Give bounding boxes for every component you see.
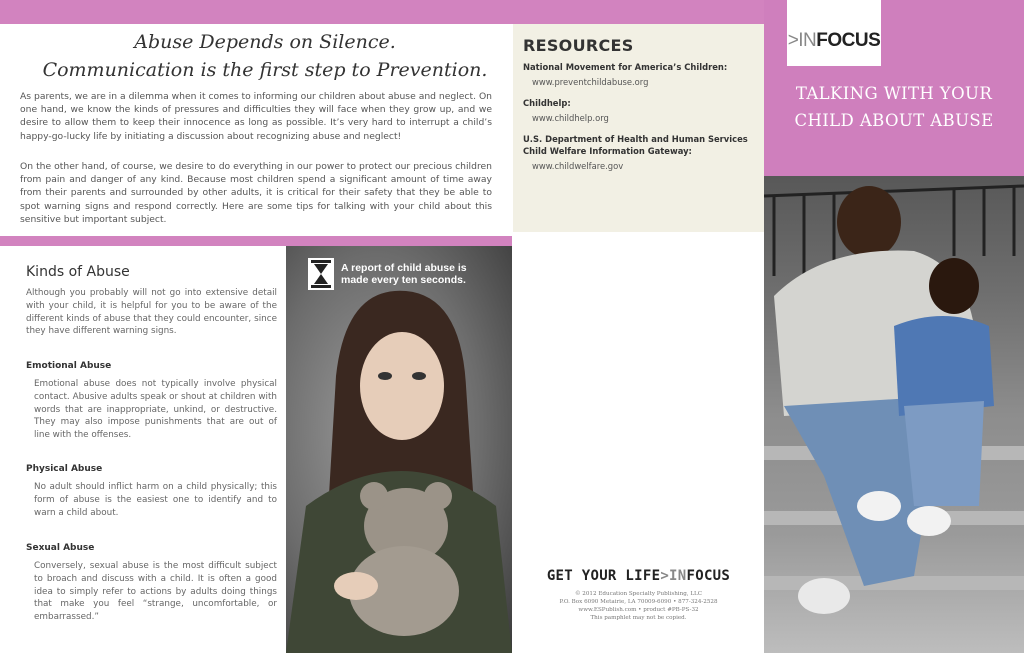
kinds-of-abuse-title: Kinds of Abuse: [26, 264, 130, 280]
tagline: [513, 568, 764, 584]
cover-title-line1: TALKING WITH YOUR: [795, 84, 993, 103]
address-line: P.O. Box 6090 Metairie, LA 70009-6090 • 877-324-2528: [559, 599, 718, 605]
infocus-logo: [787, 30, 881, 52]
intro-paragraph-1: As parents, we are in a dilemma when it comes to informing our children about abuse and neglect. On one hand, we know the kinds of pressures and difficulties they will face when they grow up, and we desire to allow them to keep their innocence as long as possible. It’s very hard to interrupt a child’s happy-go-lucky life by initiating a discussion about recognizing abuse and neglect!: [20, 91, 492, 142]
resource-link[interactable]: www.preventchildabuse.org: [532, 77, 649, 87]
resources-title: RESOURCES: [523, 36, 634, 55]
sexual-abuse-heading: Sexual Abuse: [26, 543, 95, 553]
copyright-line: © 2012 Education Specialty Publishing, LLC: [574, 591, 703, 597]
top-pink-band: [0, 0, 764, 24]
resource-heading: National Movement for America’s Children:: [523, 62, 728, 72]
hourglass-glyph: [308, 258, 334, 290]
callout-line2: made every ten seconds.: [341, 274, 466, 286]
callout-line1: A report of child abuse is: [341, 262, 467, 274]
father-son-photo: [764, 176, 1024, 653]
girl-with-teddy-photo: [286, 246, 512, 653]
intro-paragraph-2: On the other hand, of course, we desire to do everything in our power to protect our precious children from pain and danger of any kind. Because most children spend a significant amount of time away from their parents and surrounded by other adults, it is critical for their safety that they be able to spot warning signs and respond correctly. Here are some tips for talking with your child about this sensitive but important subject.: [20, 161, 492, 225]
girl-illustration: [286, 246, 512, 653]
copy-notice-line: This pamphlet may not be copied.: [590, 615, 687, 621]
hourglass-icon: [308, 258, 334, 290]
sexual-abuse-text: Conversely, sexual abuse is the most difficult subject to broach and discuss with a child. It is often a good idea to simply refer to actions by adults doing things that make you feel “strange, uncomfortable, or embarrassed.”: [34, 561, 277, 623]
intro-heading-line1: Abuse Depends on Silence.: [134, 31, 396, 53]
intro-heading-line2: Communication is the first step to Prevention.: [42, 59, 488, 81]
tagline-prefix: GET YOUR LIFE: [546, 568, 661, 584]
cover-title-line2: CHILD ABOUT ABUSE: [794, 111, 994, 130]
resources-panel: [513, 24, 764, 232]
resource-heading: Childhelp:: [523, 98, 571, 108]
tagline-in: >IN: [660, 568, 687, 584]
resource-link[interactable]: www.childhelp.org: [532, 113, 609, 123]
emotional-abuse-text: Emotional abuse does not typically involve physical contact. Abusive adults speak or shout at children with words that are inappropriate, unkind, or destructive. They may also impose punishments that are out of line with the offenses.: [34, 379, 277, 441]
website-line: www.ESPublish.com • product #PB-PS-32: [578, 607, 699, 613]
emotional-abuse-heading: Emotional Abuse: [26, 361, 112, 371]
resource-link[interactable]: www.childwelfare.gov: [532, 161, 624, 171]
logo-prefix: >IN: [787, 30, 817, 51]
resource-heading: U.S. Department of Health and Human Services Child Welfare Information Gateway:: [523, 134, 748, 156]
kinds-intro-text: Although you probably will not go into extensive detail with your child, it is helpful for you to be aware of the different kinds of abuse that they could encounter, since they have different warning signs.: [26, 288, 277, 337]
middle-pink-band: [0, 236, 512, 246]
logo-suffix: FOCUS: [816, 30, 881, 51]
abuse-report-callout: [341, 262, 501, 286]
cover-title: [764, 80, 1024, 134]
physical-abuse-heading: Physical Abuse: [26, 464, 103, 474]
physical-abuse-text: No adult should inflict harm on a child physically; this form of abuse is the easiest one to identify and to warn a child about.: [34, 482, 277, 518]
tagline-suffix: FOCUS: [686, 568, 731, 584]
intro-heading: [20, 28, 510, 84]
father-son-illustration: [764, 176, 1024, 653]
